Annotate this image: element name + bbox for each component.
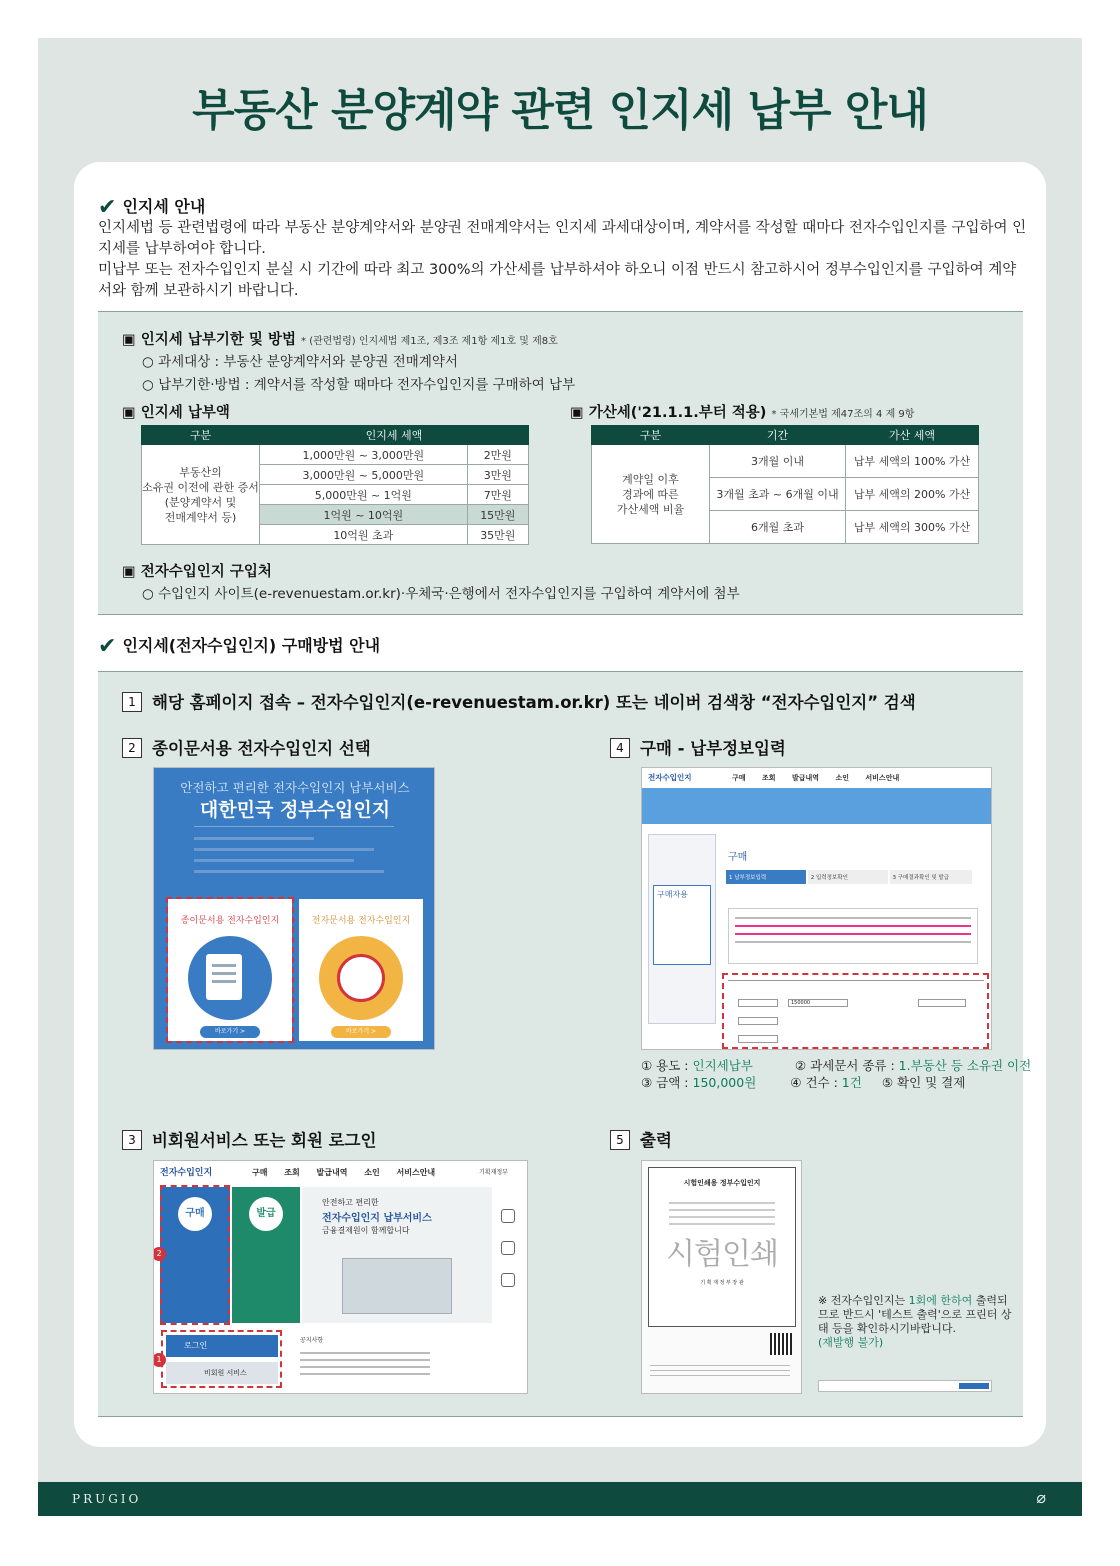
shot4-heading: 구매	[728, 852, 748, 863]
marker-1: 1	[153, 1353, 166, 1367]
print-small-text	[650, 1361, 790, 1389]
step-3: 3 비회원서비스 또는 회원 로그인	[122, 1127, 376, 1151]
marker-2: 2	[153, 1247, 166, 1261]
table-cell: 5,000만원 ~ 1억원	[260, 485, 468, 505]
screenshot-purchase-form	[641, 767, 992, 1050]
brand-logo: PRUGIO	[72, 1492, 142, 1506]
check-icon: ✔	[98, 195, 117, 220]
tax-amount-table	[141, 425, 529, 545]
table-cell: 10억원 초과	[260, 525, 468, 545]
screenshot-login	[153, 1160, 528, 1394]
table-cell: 35만원	[467, 525, 528, 545]
table-cell: 2만원	[467, 445, 528, 465]
table-header: 구분	[142, 426, 260, 445]
table-cell: 납부 세액의 100% 가산	[846, 445, 979, 478]
table-cell: 15만원	[467, 505, 528, 525]
shot3-menu: 구매 조회 발급내역 소인 서비스안내	[252, 1168, 436, 1177]
qr-code	[770, 1333, 792, 1355]
payment-method: ○ 납부기한·방법 : 계약서를 작성할 때마다 전자수입인지를 구매하여 납부	[142, 377, 576, 393]
step-4: 4 구매 - 납부정보입력	[610, 735, 786, 759]
selection-highlight	[166, 897, 294, 1043]
intro-paragraph-1: 인지세법 등 관련법령에 따라 부동산 분양계약서와 분양권 전매계약서는 인지세 과세대상이며, 계약서를 작성할 때마다 전자수입인지를 구입하여 인지세를 납부하여야 합니다.	[98, 220, 1027, 257]
shot3-gov: 기획재정부	[479, 1169, 508, 1176]
info-panel	[98, 311, 1023, 615]
stamp-icon	[319, 936, 403, 1020]
purchase-place-heading: ▣ 전자수입인지 구입처	[122, 564, 272, 580]
purchase-panel	[98, 671, 1032, 1417]
table-category: 계약일 이후 경과에 따른 가산세액 비율	[592, 445, 710, 544]
screenshot-print	[641, 1160, 802, 1394]
login-highlight	[161, 1330, 282, 1388]
shot3-quicklinks	[494, 1209, 522, 1309]
page-title: 부동산 분양계약 관련 인지세 납부 안내	[192, 85, 928, 136]
shot3-hero: 안전하고 편리한 전자수입인지 납부서비스 금융결제원이 함께합니다	[302, 1187, 492, 1323]
footer	[38, 1482, 1082, 1516]
buy-highlight	[160, 1185, 230, 1325]
step-5: 5 출력	[610, 1127, 672, 1151]
input-highlight	[722, 973, 989, 1049]
table-header: 기간	[710, 426, 846, 445]
paper-stamp-card[interactable]: 종이문서용 전자수입인지 바로가기 >	[168, 899, 292, 1041]
penalty-heading: ▣ 가산세('21.1.1.부터 적용) * 국세기본법 제47조의 4 제 9항	[570, 405, 915, 421]
table-header: 가산 세액	[846, 426, 979, 445]
table-cell: 7만원	[467, 485, 528, 505]
penalty-table	[591, 425, 979, 544]
section-heading-stamp-tax: ✔ 인지세 안내	[98, 195, 206, 220]
issue-tile[interactable]: 발급	[232, 1187, 300, 1323]
shot2-title: 대한민국 정부수입인지	[199, 799, 391, 821]
table-header: 인지세 세액	[260, 426, 529, 445]
print-test-bar[interactable]	[818, 1380, 992, 1392]
step-2: 2 종이문서용 전자수입인지 선택	[122, 735, 371, 759]
purchase-place-text: ○ 수입인지 사이트(e-revenuestam.or.kr)·우체국·은행에서 전자수입인지를 구입하여 계약서에 첨부	[142, 586, 740, 602]
intro-paragraph-2: 미납부 또는 전자수입인지 분실 시 기간에 따라 최고 300%의 가산세를 납부하셔야 하오니 이점 반드시 참고하시어 정부수입인지를 구입하여 계약서와 함께 보관하시기 바랍니다.	[98, 262, 1017, 299]
notice-label: 공지사항	[300, 1337, 324, 1344]
table-cell: 3만원	[467, 465, 528, 485]
table-cell: 3개월 이내	[710, 445, 846, 478]
print-note: ※ 전자수입인지는 1회에 한하여 출력되므로 반드시 '테스트 출력'으로 프린터 상태 등을 확인하시기바랍니다. (재발행 불가)	[818, 1294, 1012, 1349]
electronic-stamp-card[interactable]: 전자문서용 전자수입인지 바로가기 >	[299, 899, 423, 1041]
shot2-description	[194, 826, 394, 882]
shot4-steps: 1 납부정보입력 2 입력정보확인 3 구매결과확인 및 발급	[726, 870, 984, 884]
table-cell: 3개월 초과 ~ 6개월 이내	[710, 478, 846, 511]
check-icon: ✔	[98, 634, 117, 659]
table-cell: 3,000만원 ~ 5,000만원	[260, 465, 468, 485]
login-button[interactable]: 로그인	[166, 1335, 278, 1357]
nonmember-button[interactable]: 비회원 서비스	[166, 1362, 278, 1384]
table-cell: 6개월 초과	[710, 511, 846, 544]
table-category: 부동산의 소유권 이전에 관한 증서 (분양계약서 및 전매계약서 등)	[142, 445, 260, 545]
deadline-heading: ▣ 인지세 납부기한 및 방법 * (관련법령) 인지세법 제1조, 제3조 제1항 제1호 및 제8호	[122, 332, 558, 348]
notice-list	[300, 1349, 430, 1387]
shot4-banner	[642, 788, 992, 824]
tax-target: ○ 과세대상 : 부동산 분양계약서와 분양권 전매계약서	[142, 354, 458, 370]
brand-mark-icon: ⌀	[1036, 1488, 1046, 1507]
table-cell: 1억원 ~ 10억원	[260, 505, 468, 525]
shot4-menu: 구매 조회 발급내역 소인 서비스안내	[732, 774, 900, 782]
intro-text	[98, 218, 1028, 302]
shot4-brand: 전자수입인지	[648, 773, 692, 782]
stamp-preview: 시험인쇄용 정부수입인지 시험인쇄 기 획 재 정 부 장 관	[648, 1167, 796, 1327]
shot2-subtitle: 안전하고 편리한 전자수입인지 납부서비스	[180, 780, 410, 795]
amount-heading: ▣ 인지세 납부액	[122, 405, 230, 421]
shot4-notice	[728, 908, 978, 964]
amount-input[interactable]: 150000	[788, 999, 848, 1007]
table-cell: 납부 세액의 300% 가산	[846, 511, 979, 544]
buy-tile[interactable]: 구매	[160, 1187, 230, 1323]
screenshot-stamp-type	[153, 767, 435, 1050]
step-1: 1 해당 홈페이지 접속 – 전자수입인지(e-revenuestam.or.kr) 또는 네이버 검색창 “전자수입인지” 검색	[122, 689, 916, 713]
shot4-sidebar: 구매자용	[648, 834, 716, 1024]
table-cell: 납부 세액의 200% 가산	[846, 478, 979, 511]
section-heading-purchase: ✔ 인지세(전자수입인지) 구매방법 안내	[98, 634, 381, 659]
table-cell: 1,000만원 ~ 3,000만원	[260, 445, 468, 465]
table-header: 구분	[592, 426, 710, 445]
step4-legend: ① 용도 : 인지세납부 ② 과세문서 종류 : 1.부동산 등 소유권 이전 ③ 금액 : 150,000원 ④ 건수 : 1건 ⑤ 확인 및 결제	[641, 1058, 1032, 1090]
shot3-brand: 전자수입인지	[160, 1168, 213, 1178]
